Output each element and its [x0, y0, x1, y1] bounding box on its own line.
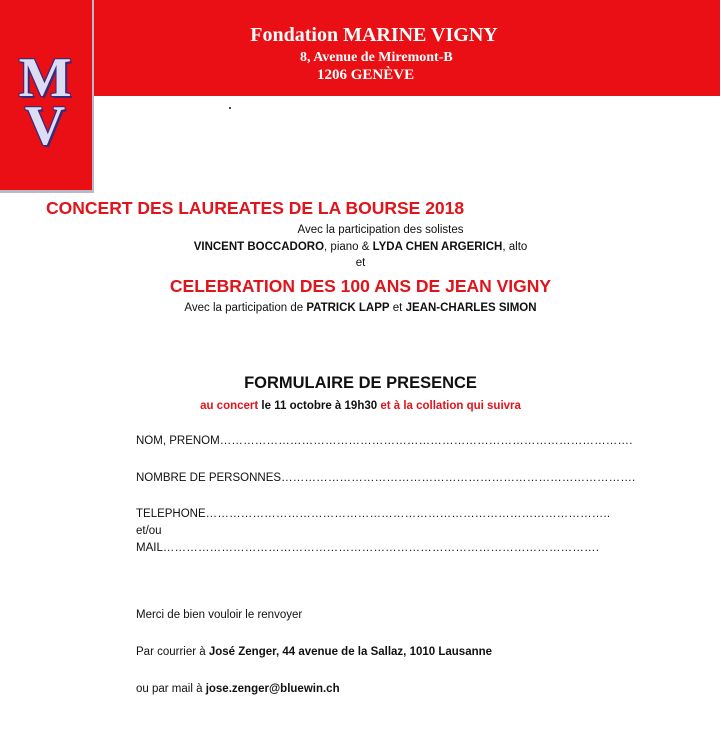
or-label: et/ou	[136, 525, 162, 537]
phone-field[interactable]	[136, 508, 610, 520]
celebration-participation	[0, 302, 721, 314]
persons-field-dots: ……………………………………………………………………………….	[281, 472, 636, 484]
concert-title: CONCERT DES LAUREATES DE LA BOURSE 2018	[46, 198, 465, 218]
celebration-title: CELEBRATION DES 100 ANS DE JEAN VIGNY	[169, 276, 552, 296]
persons-field[interactable]	[136, 472, 635, 484]
phone-field-label: TELEPHONE	[136, 508, 206, 520]
form-title: FORMULAIRE DE PRESENCE	[244, 374, 477, 392]
footer-mail-prefix: ou par mail à	[136, 683, 206, 695]
stray-dot	[229, 107, 231, 109]
subtitle-part-3: et à la collation qui suivra	[380, 400, 521, 412]
footer-post-prefix: Par courrier à	[136, 646, 209, 658]
subtitle-part-1: au concert	[200, 400, 259, 412]
name-field-label: NOM, PRENOM	[136, 435, 220, 447]
footer-post	[136, 646, 492, 658]
form-subtitle	[0, 400, 721, 412]
soloist-1: VINCENT BOCCADORO	[193, 241, 325, 253]
subtitle-part-2: le 11 octobre à 19h30	[258, 400, 381, 412]
concert-participation-intro: Avec la participation des solistes	[297, 224, 464, 236]
celebration-intro: Avec la participation de	[184, 302, 307, 314]
soloist-2-role: , alto	[502, 241, 528, 253]
mail-field-label: MAIL	[136, 542, 163, 554]
name-field[interactable]	[136, 435, 633, 447]
footer-mail	[136, 683, 340, 695]
soloist-1-role: , piano &	[324, 241, 373, 253]
footer-thanks: Merci de bien vouloir le renvoyer	[136, 609, 303, 621]
guest-2: JEAN-CHARLES SIMON	[405, 302, 537, 314]
logo-letter-m: M	[18, 47, 72, 109]
guest-1: PATRICK LAPP	[306, 302, 390, 314]
logo-letter-v: V	[24, 95, 66, 157]
mail-field[interactable]	[136, 542, 599, 554]
name-field-dots: …………………………………………………………………………………………….	[219, 435, 633, 447]
soloist-2: LYDA CHEN ARGERICH	[372, 241, 503, 253]
footer-post-address: José Zenger, 44 avenue de la Sallaz, 1010 Lausanne	[208, 646, 493, 658]
footer-mail-address[interactable]: jose.zenger@bluewin.ch	[205, 683, 340, 695]
guest-joiner: et	[389, 302, 406, 314]
conjunction-text: et	[355, 257, 366, 269]
persons-field-label: NOMBRE DE PERSONNES	[136, 472, 282, 484]
concert-soloists	[0, 241, 721, 253]
org-street: 8, Avenue de Miremont-B	[300, 50, 453, 65]
phone-field-dots: …………………………………………………………………………………………..	[205, 508, 611, 520]
org-city: 1206 GENÈVE	[317, 67, 415, 83]
mail-field-dots: ………………………………………………………………………………………………….	[162, 542, 600, 554]
org-name: Fondation MARINE VIGNY	[250, 24, 498, 46]
